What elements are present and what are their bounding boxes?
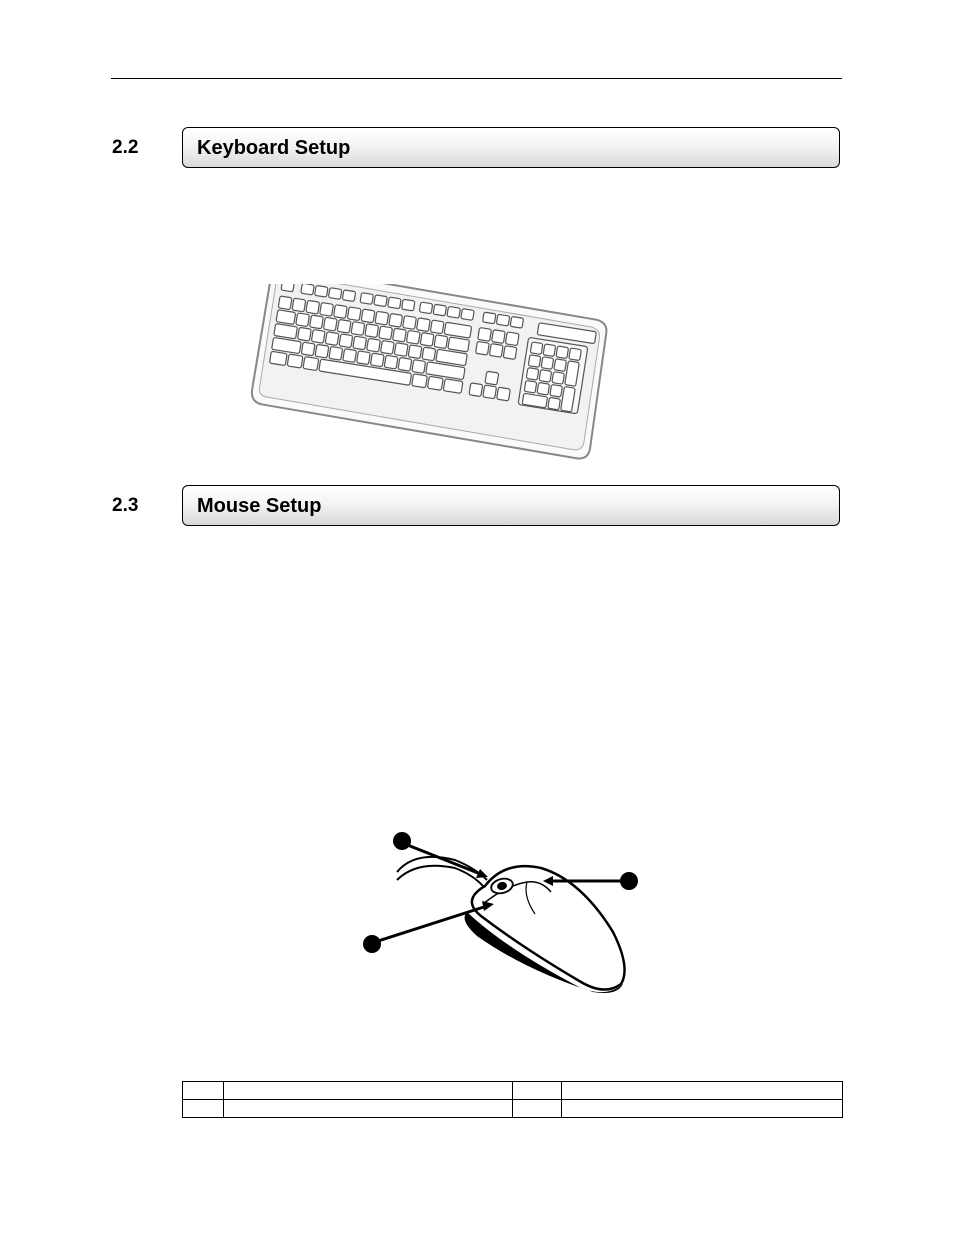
header-rule — [111, 78, 842, 79]
table-row — [183, 1082, 843, 1100]
table-cell — [562, 1100, 843, 1118]
table-cell — [513, 1100, 562, 1118]
callout-marker-3 — [363, 935, 381, 953]
callout-marker-1 — [393, 832, 411, 850]
table-cell — [513, 1082, 562, 1100]
table-cell — [562, 1082, 843, 1100]
section-number-keyboard: 2.2 — [112, 137, 139, 158]
section-title-keyboard: Keyboard Setup — [197, 137, 351, 159]
section-number-mouse: 2.3 — [112, 495, 139, 516]
table-cell — [224, 1082, 513, 1100]
mouse-image — [355, 820, 655, 1000]
table-cell — [183, 1082, 224, 1100]
section-title-mouse: Mouse Setup — [197, 495, 322, 517]
section-heading-mouse — [182, 485, 840, 526]
section-heading-keyboard — [182, 127, 840, 168]
keyboard-image — [248, 284, 608, 460]
mouse-info-table — [182, 1081, 843, 1118]
table-cell — [224, 1100, 513, 1118]
table-cell — [183, 1100, 224, 1118]
table-row — [183, 1100, 843, 1118]
